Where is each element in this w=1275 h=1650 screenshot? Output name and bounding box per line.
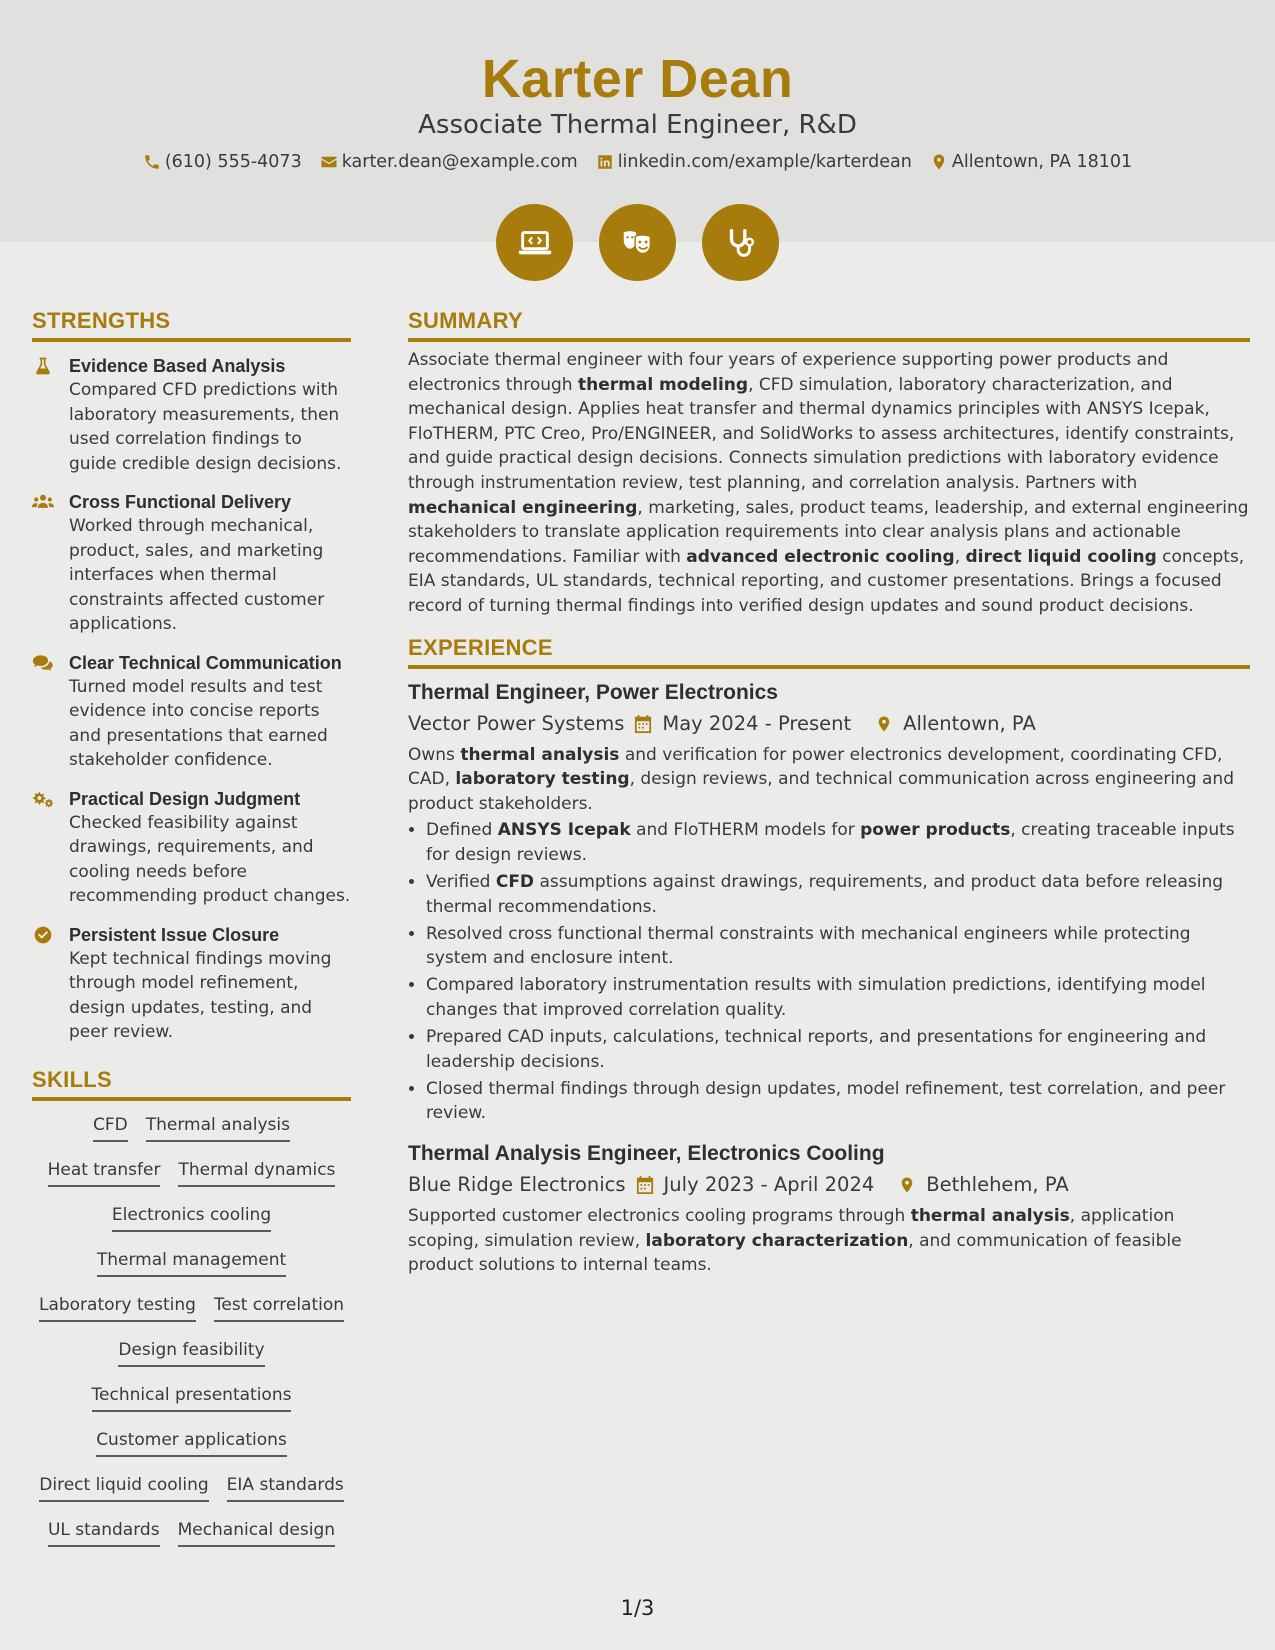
skill-row — [32, 1475, 351, 1520]
skill-tag: UL standards — [48, 1520, 160, 1547]
summary-heading: SUMMARY — [408, 308, 1250, 342]
text-run: Supported customer electronics cooling programs through — [408, 1205, 911, 1226]
strength-item — [32, 490, 351, 637]
contact-linkedin[interactable] — [596, 152, 912, 172]
summary-text — [408, 348, 1250, 619]
skill-row — [32, 1160, 351, 1205]
text-run: , creating traceable inputs for design reviews. — [426, 820, 1235, 865]
skill-row — [32, 1385, 351, 1430]
text-run: concepts, EIA standards, UL standards, technical reporting, and customer presentations. Brings a focused record of turning thermal findings into verified design updates and sound product decisions. — [408, 546, 1245, 616]
calendar-icon — [636, 1175, 654, 1195]
text-run: Closed thermal findings through design updates, model refinement, test correlation, and peer review. — [426, 1078, 1226, 1124]
map-pin-icon — [930, 153, 948, 171]
stethoscope-icon — [722, 224, 760, 262]
skill-row — [32, 1205, 351, 1250]
skill-tag: CFD — [93, 1115, 128, 1142]
phone-icon — [143, 153, 161, 171]
job-bullet — [426, 818, 1250, 867]
emphasized-text: thermal modeling — [577, 374, 749, 395]
stethoscope-badge — [702, 204, 779, 281]
job-bullets — [408, 818, 1250, 1126]
strength-desc: Turned model results and test evidence into concise reports and presentations that earned stakeholder confidence. — [69, 676, 328, 770]
contact-email[interactable] — [320, 152, 578, 172]
job-bullet — [426, 1077, 1250, 1126]
job-description — [408, 1204, 1250, 1278]
comments-icon — [32, 653, 54, 673]
skill-tag: Design feasibility — [118, 1340, 264, 1367]
job-location: Allentown, PA — [903, 711, 1036, 735]
skill-row — [32, 1520, 351, 1565]
skill-tag: Direct liquid cooling — [39, 1475, 208, 1502]
skill-tag: Laboratory testing — [39, 1295, 196, 1322]
skill-row — [32, 1430, 351, 1475]
text-run: , and communication of feasible product solutions to internal teams. — [408, 1230, 1182, 1276]
emphasized-text: power products — [860, 820, 1011, 841]
skills-heading: SKILLS — [32, 1067, 351, 1101]
strength-title: Cross Functional Delivery — [69, 492, 292, 512]
job-entry — [408, 1140, 1250, 1278]
strength-title: Persistent Issue Closure — [69, 924, 280, 945]
strength-desc: Kept technical findings moving through model refinement, design updates, testing, and peer review. — [69, 948, 332, 1042]
text-run: , marketing, sales, product teams, leadership, and external engineering stakeholders to translate application requirements into clear analysis plans and actionable recommendations. Familiar with — [408, 497, 1249, 567]
skill-tag: Thermal analysis — [146, 1115, 290, 1142]
phone-text: (610) 555-4073 — [164, 152, 302, 172]
skill-tag: Heat transfer — [48, 1160, 161, 1187]
laptop-code-badge — [496, 204, 573, 281]
text-run: , application scoping, simulation review, — [408, 1205, 1175, 1251]
job-dates: May 2024 - Present — [662, 711, 852, 735]
text-run: Compared laboratory instrumentation results with simulation predictions, identifying model changes that improved correlation quality. — [426, 975, 1206, 1020]
emphasized-text: mechanical engineering — [408, 497, 638, 518]
strength-title: Practical Design Judgment — [69, 788, 301, 809]
right-column — [408, 308, 1250, 1278]
text-run: Resolved cross functional thermal constraints with mechanical engineers while protecting system and enclosure intent. — [426, 923, 1191, 969]
skill-tag: Test correlation — [214, 1295, 344, 1322]
strength-title: Clear Technical Communication — [69, 652, 342, 673]
job-company: Blue Ridge Electronics — [408, 1172, 626, 1196]
strength-item — [32, 923, 351, 1045]
strengths-list — [32, 354, 351, 1045]
candidate-title: Associate Thermal Engineer, R&D — [418, 110, 857, 140]
emphasized-text: CFD — [495, 872, 535, 892]
candidate-name: Karter Dean — [481, 49, 794, 109]
linkedin-icon — [596, 153, 614, 171]
text-run: , — [954, 546, 966, 567]
job-meta — [408, 1172, 1250, 1198]
job-description — [408, 743, 1250, 817]
strength-title: Evidence Based Analysis — [69, 356, 286, 376]
text-run: and verification for power electronics development, coordinating CFD, CAD, — [408, 744, 1223, 790]
strength-item — [32, 787, 351, 909]
skill-row — [32, 1250, 351, 1295]
job-bullet — [426, 870, 1250, 919]
gears-icon — [32, 789, 54, 809]
job-title: Thermal Engineer, Power Electronics — [408, 680, 778, 704]
skill-tag: Thermal dynamics — [178, 1160, 335, 1187]
text-run: Verified — [426, 872, 496, 892]
text-run: Associate thermal engineer with four years of experience supporting power products and electronics through — [408, 350, 1169, 395]
strength-item — [32, 651, 351, 773]
contact-bar — [0, 152, 1275, 172]
strength-desc: Worked through mechanical, product, sales, and marketing interfaces when thermal constraints affected customer applications. — [69, 516, 325, 634]
interest-badges — [0, 204, 1275, 281]
check-circle-icon — [32, 925, 54, 945]
emphasized-text: thermal analysis — [460, 744, 620, 765]
strength-desc: Compared CFD predictions with laboratory measurements, then used correlation findings to guide credible design decisions. — [69, 380, 342, 474]
emphasized-text: direct liquid cooling — [965, 546, 1157, 567]
calendar-icon — [634, 714, 652, 734]
job-title: Thermal Analysis Engineer, Electronics Cooling — [408, 1141, 885, 1165]
job-bullet — [426, 1025, 1250, 1074]
experience-heading: EXPERIENCE — [408, 635, 1250, 669]
text-run: , CFD simulation, laboratory characterization, and mechanical design. Applies heat transfer and thermal dynamics principles with ANSYS Icepak, FloTHERM, PTC Creo, Pro/ENGINEER, and SolidWorks to assess architectures, identify constraints, and guide practical design decisions. Connects simulation predictions with laboratory evidence through instrumentation review, test planning, and correlation analysis. Partners with — [408, 374, 1235, 493]
envelope-icon — [320, 153, 338, 171]
skills-list — [32, 1115, 351, 1565]
job-location: Bethlehem, PA — [926, 1172, 1069, 1196]
laptop-code-icon — [516, 224, 554, 262]
skill-tag: Technical presentations — [92, 1385, 292, 1412]
emphasized-text: thermal analysis — [910, 1205, 1070, 1226]
skill-tag: Customer applications — [96, 1430, 287, 1457]
job-meta — [408, 711, 1250, 737]
emphasized-text: laboratory characterization — [645, 1230, 909, 1251]
text-run: assumptions against drawings, requirements, and product data before releasing thermal recommendations. — [426, 872, 1224, 917]
theater-masks-icon — [619, 224, 657, 262]
text-run: Prepared CAD inputs, calculations, technical reports, and presentations for engineering and leadership decisions. — [426, 1027, 1207, 1072]
strengths-heading: STRENGTHS — [32, 308, 351, 342]
skill-tag: Thermal management — [97, 1250, 286, 1277]
skill-tag: Electronics cooling — [112, 1205, 271, 1232]
job-entry — [408, 679, 1250, 1126]
job-bullet — [426, 922, 1250, 971]
linkedin-text: linkedin.com/example/karterdean — [617, 152, 912, 172]
skill-row — [32, 1295, 351, 1340]
email-text: karter.dean@example.com — [341, 152, 578, 172]
job-bullet — [426, 973, 1250, 1022]
theater-masks-badge — [599, 204, 676, 281]
skill-row — [32, 1115, 351, 1160]
contact-location — [930, 152, 1132, 172]
text-run: and FloTHERM models for — [630, 820, 861, 841]
map-pin-icon — [875, 714, 893, 734]
job-company: Vector Power Systems — [408, 711, 625, 735]
strength-desc: Checked feasibility against drawings, requirements, and cooling needs before recommending product changes. — [69, 812, 351, 906]
strength-item — [32, 354, 351, 476]
map-pin-icon — [898, 1175, 916, 1195]
left-column — [32, 308, 351, 1565]
emphasized-text: ANSYS Icepak — [497, 820, 631, 841]
text-run: Owns — [408, 744, 461, 765]
text-run: Defined — [426, 820, 498, 841]
skill-row — [32, 1340, 351, 1385]
text-run: , design reviews, and technical communication across engineering and product stakeholders. — [408, 769, 1234, 814]
page-number: 1/3 — [620, 1596, 655, 1620]
skill-tag: Mechanical design — [178, 1520, 335, 1547]
emphasized-text: laboratory testing — [455, 769, 630, 790]
flask-icon — [32, 356, 54, 376]
contact-phone[interactable] — [143, 152, 302, 172]
skill-tag: EIA standards — [227, 1475, 344, 1502]
location-text: Allentown, PA 18101 — [951, 152, 1133, 172]
job-dates: July 2023 - April 2024 — [663, 1172, 875, 1196]
users-icon — [32, 492, 54, 512]
emphasized-text: advanced electronic cooling — [686, 546, 955, 567]
